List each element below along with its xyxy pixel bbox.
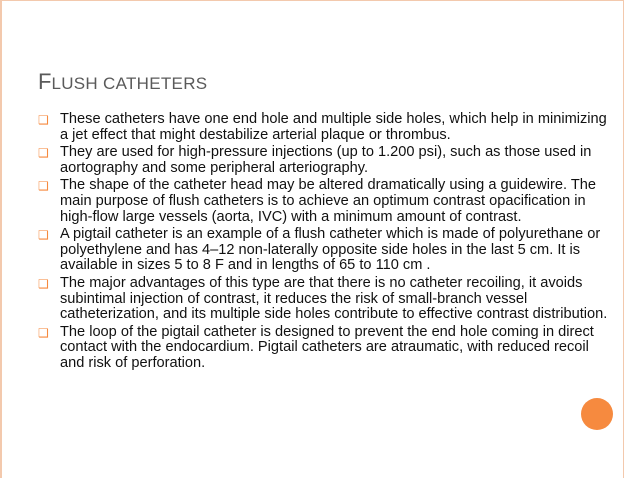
bullet-icon: ❑ [38, 325, 49, 340]
bullet-item [38, 178, 612, 225]
bullet-item [38, 227, 612, 274]
bullet-text: These catheters have one end hole and multiple side holes, which help in minimizing a jet effect that might destabilize arterial plaque or thrombus. [60, 111, 607, 143]
slide-border-left [0, 0, 2, 478]
bullet-text: The loop of the pigtail catheter is designed to prevent the end hole coming in direct contact with the endocardium. Pigtail catheters are atraumatic, with reduced recoil and risk of perforation. [60, 323, 594, 371]
bullet-item [38, 112, 612, 143]
slide-border-top [0, 0, 624, 1]
decorative-circle [581, 398, 613, 430]
bullet-icon: ❑ [38, 276, 49, 291]
bullet-text: They are used for high-pressure injections (up to 1.200 psi), such as those used in aortography and some peripheral arteriography. [60, 144, 592, 176]
bullet-icon: ❑ [38, 179, 49, 194]
bullet-text: A pigtail catheter is an example of a flush catheter which is made of polyurethane or polyethylene and has 4–12 non-laterally opposite side holes in the last 5 cm. It is available in sizes 5 to 8 F and in lengths of 65 to 110 cm . [60, 226, 601, 274]
bullet-text: The shape of the catheter head may be altered dramatically using a guidewire. The main purpose of flush catheters is to achieve an optimum contrast opacification in high-flow large vessels (aorta, IVC) with a minimum amount of contrast. [60, 177, 596, 225]
bullet-list [38, 112, 612, 374]
slide-title [38, 64, 207, 98]
bullet-item [38, 325, 612, 372]
bullet-icon: ❑ [38, 146, 49, 161]
title-rest: LUSH CATHETERS [51, 74, 208, 93]
bullet-icon: ❑ [38, 228, 49, 243]
slide-border-right [623, 0, 624, 478]
bullet-item [38, 145, 612, 176]
bullet-item [38, 276, 612, 323]
title-first-letter: F [38, 69, 52, 94]
bullet-icon: ❑ [38, 113, 49, 127]
bullet-text: The major advantages of this type are that there is no catheter recoiling, it avoids subintimal injection of contrast, it reduces the risk of small-branch vessel catheterization, and its multiple side holes contribute to effective contrast distribution. [60, 274, 608, 323]
